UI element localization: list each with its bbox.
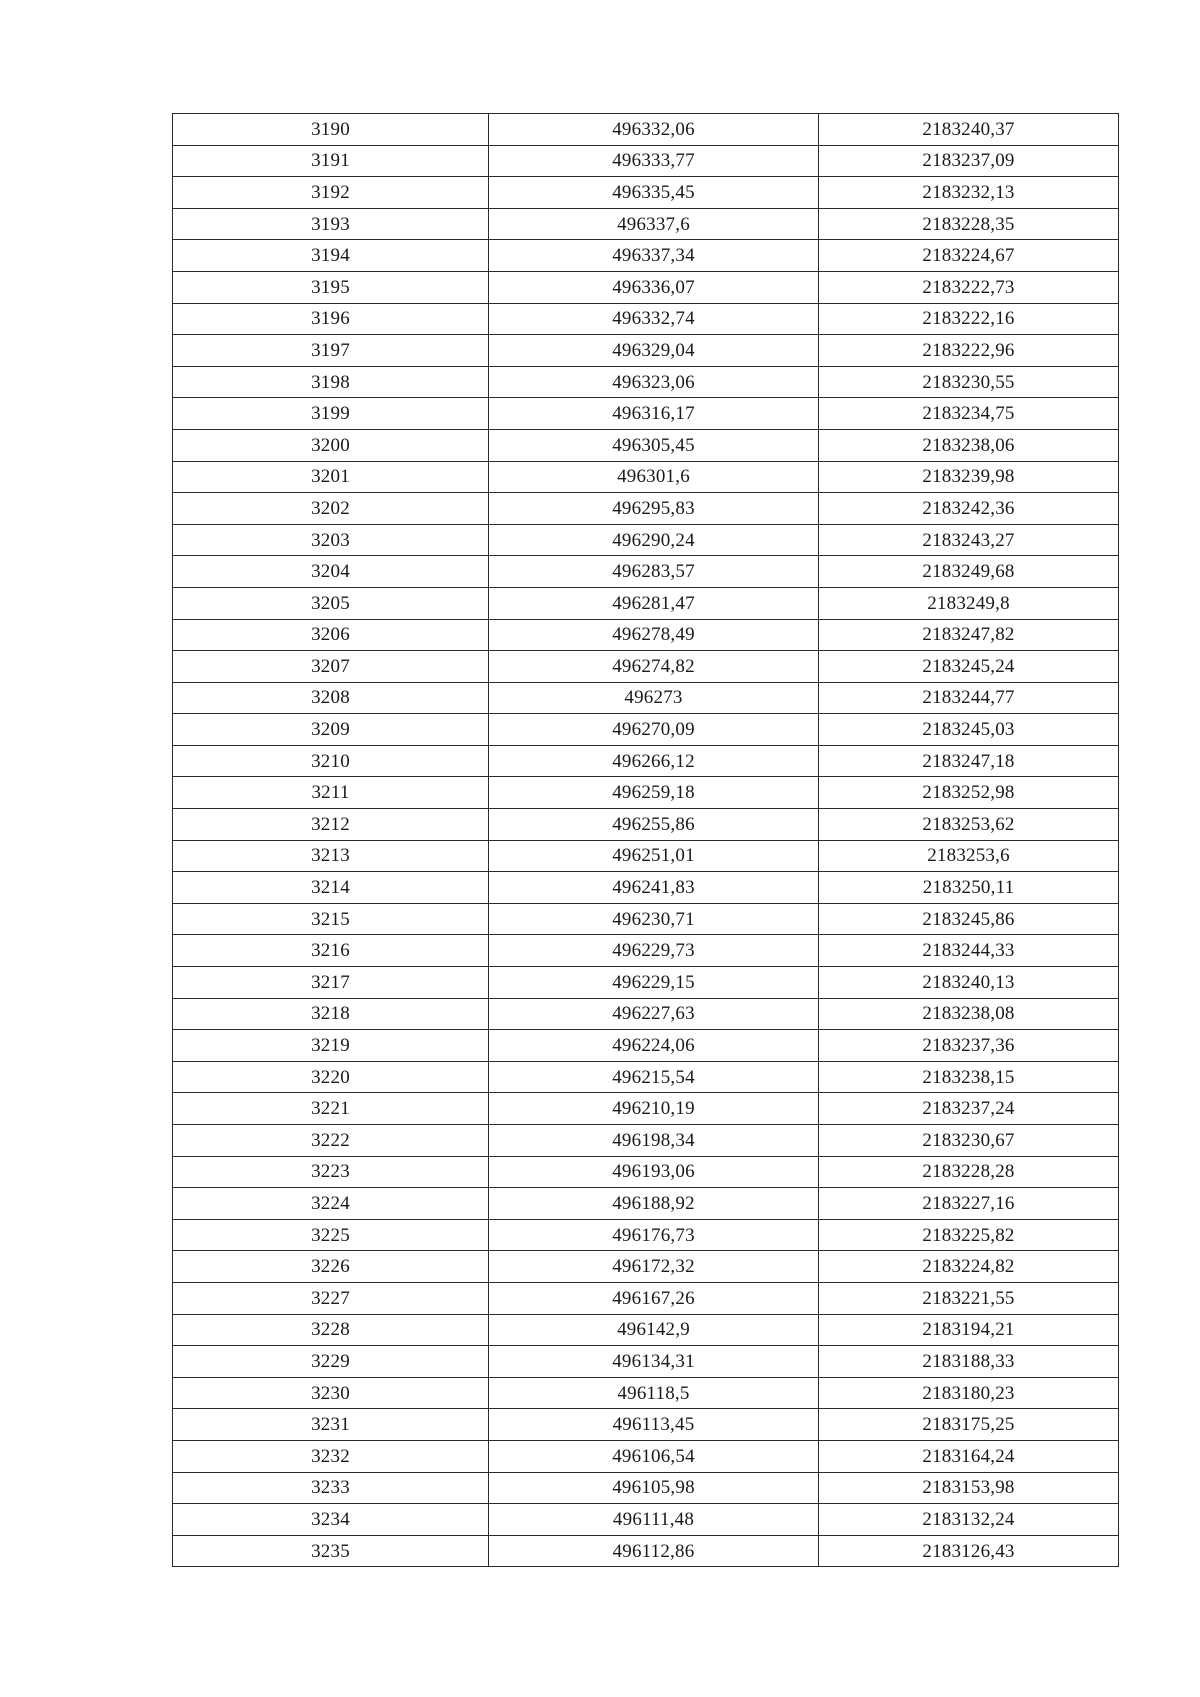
point-number-cell: 3224 [173, 1188, 489, 1220]
y-coordinate-cell: 2183175,25 [819, 1409, 1119, 1441]
x-coordinate-cell: 496333,77 [489, 145, 819, 177]
x-coordinate-cell: 496274,82 [489, 651, 819, 683]
table-row [173, 714, 1119, 746]
table-row [173, 271, 1119, 303]
table-row [173, 1377, 1119, 1409]
y-coordinate-cell: 2183222,96 [819, 335, 1119, 367]
table-row [173, 1188, 1119, 1220]
x-coordinate-cell: 496335,45 [489, 177, 819, 209]
point-number-cell: 3209 [173, 714, 489, 746]
table-row [173, 651, 1119, 683]
point-number-cell: 3216 [173, 935, 489, 967]
point-number-cell: 3196 [173, 303, 489, 335]
x-coordinate-cell: 496273 [489, 682, 819, 714]
table-row [173, 398, 1119, 430]
x-coordinate-cell: 496227,63 [489, 998, 819, 1030]
table-row [173, 1282, 1119, 1314]
x-coordinate-cell: 496305,45 [489, 429, 819, 461]
x-coordinate-cell: 496142,9 [489, 1314, 819, 1346]
point-number-cell: 3230 [173, 1377, 489, 1409]
x-coordinate-cell: 496251,01 [489, 840, 819, 872]
point-number-cell: 3204 [173, 556, 489, 588]
point-number-cell: 3208 [173, 682, 489, 714]
y-coordinate-cell: 2183188,33 [819, 1346, 1119, 1378]
x-coordinate-cell: 496332,06 [489, 114, 819, 146]
point-number-cell: 3191 [173, 145, 489, 177]
x-coordinate-cell: 496336,07 [489, 271, 819, 303]
x-coordinate-cell: 496188,92 [489, 1188, 819, 1220]
table-row [173, 429, 1119, 461]
y-coordinate-cell: 2183237,36 [819, 1030, 1119, 1062]
x-coordinate-cell: 496172,32 [489, 1251, 819, 1283]
y-coordinate-cell: 2183228,35 [819, 208, 1119, 240]
y-coordinate-cell: 2183132,24 [819, 1504, 1119, 1536]
table-row [173, 935, 1119, 967]
table-row [173, 1314, 1119, 1346]
y-coordinate-cell: 2183252,98 [819, 777, 1119, 809]
x-coordinate-cell: 496290,24 [489, 524, 819, 556]
point-number-cell: 3195 [173, 271, 489, 303]
y-coordinate-cell: 2183237,09 [819, 145, 1119, 177]
point-number-cell: 3205 [173, 587, 489, 619]
point-number-cell: 3213 [173, 840, 489, 872]
point-number-cell: 3192 [173, 177, 489, 209]
y-coordinate-cell: 2183224,82 [819, 1251, 1119, 1283]
x-coordinate-cell: 496241,83 [489, 872, 819, 904]
table-row [173, 1156, 1119, 1188]
point-number-cell: 3199 [173, 398, 489, 430]
y-coordinate-cell: 2183245,24 [819, 651, 1119, 683]
y-coordinate-cell: 2183126,43 [819, 1535, 1119, 1567]
table-row [173, 682, 1119, 714]
table-row [173, 1535, 1119, 1567]
y-coordinate-cell: 2183244,77 [819, 682, 1119, 714]
x-coordinate-cell: 496224,06 [489, 1030, 819, 1062]
table-row [173, 493, 1119, 525]
point-number-cell: 3203 [173, 524, 489, 556]
x-coordinate-cell: 496301,6 [489, 461, 819, 493]
coordinates-table [172, 113, 1119, 1567]
table-row [173, 1472, 1119, 1504]
table-row [173, 998, 1119, 1030]
x-coordinate-cell: 496111,48 [489, 1504, 819, 1536]
point-number-cell: 3212 [173, 809, 489, 841]
table-row [173, 872, 1119, 904]
y-coordinate-cell: 2183234,75 [819, 398, 1119, 430]
point-number-cell: 3223 [173, 1156, 489, 1188]
table-row [173, 809, 1119, 841]
x-coordinate-cell: 496215,54 [489, 1061, 819, 1093]
x-coordinate-cell: 496118,5 [489, 1377, 819, 1409]
y-coordinate-cell: 2183245,03 [819, 714, 1119, 746]
table-row [173, 1030, 1119, 1062]
point-number-cell: 3197 [173, 335, 489, 367]
x-coordinate-cell: 496323,06 [489, 366, 819, 398]
point-number-cell: 3229 [173, 1346, 489, 1378]
y-coordinate-cell: 2183247,18 [819, 745, 1119, 777]
y-coordinate-cell: 2183253,62 [819, 809, 1119, 841]
y-coordinate-cell: 2183249,8 [819, 587, 1119, 619]
table-row [173, 1440, 1119, 1472]
point-number-cell: 3206 [173, 619, 489, 651]
y-coordinate-cell: 2183253,6 [819, 840, 1119, 872]
y-coordinate-cell: 2183180,23 [819, 1377, 1119, 1409]
y-coordinate-cell: 2183228,28 [819, 1156, 1119, 1188]
x-coordinate-cell: 496295,83 [489, 493, 819, 525]
y-coordinate-cell: 2183247,82 [819, 619, 1119, 651]
x-coordinate-cell: 496283,57 [489, 556, 819, 588]
x-coordinate-cell: 496329,04 [489, 335, 819, 367]
x-coordinate-cell: 496167,26 [489, 1282, 819, 1314]
y-coordinate-cell: 2183237,24 [819, 1093, 1119, 1125]
x-coordinate-cell: 496210,19 [489, 1093, 819, 1125]
table-row [173, 1504, 1119, 1536]
y-coordinate-cell: 2183232,13 [819, 177, 1119, 209]
table-row [173, 366, 1119, 398]
x-coordinate-cell: 496134,31 [489, 1346, 819, 1378]
point-number-cell: 3198 [173, 366, 489, 398]
point-number-cell: 3190 [173, 114, 489, 146]
y-coordinate-cell: 2183250,11 [819, 872, 1119, 904]
point-number-cell: 3225 [173, 1219, 489, 1251]
point-number-cell: 3218 [173, 998, 489, 1030]
y-coordinate-cell: 2183225,82 [819, 1219, 1119, 1251]
table-row [173, 1093, 1119, 1125]
table-row [173, 145, 1119, 177]
y-coordinate-cell: 2183238,15 [819, 1061, 1119, 1093]
y-coordinate-cell: 2183244,33 [819, 935, 1119, 967]
x-coordinate-cell: 496229,15 [489, 967, 819, 999]
y-coordinate-cell: 2183221,55 [819, 1282, 1119, 1314]
point-number-cell: 3231 [173, 1409, 489, 1441]
y-coordinate-cell: 2183230,55 [819, 366, 1119, 398]
table-row [173, 840, 1119, 872]
table-row [173, 177, 1119, 209]
point-number-cell: 3232 [173, 1440, 489, 1472]
x-coordinate-cell: 496106,54 [489, 1440, 819, 1472]
point-number-cell: 3217 [173, 967, 489, 999]
y-coordinate-cell: 2183242,36 [819, 493, 1119, 525]
y-coordinate-cell: 2183194,21 [819, 1314, 1119, 1346]
point-number-cell: 3202 [173, 493, 489, 525]
x-coordinate-cell: 496316,17 [489, 398, 819, 430]
point-number-cell: 3215 [173, 903, 489, 935]
x-coordinate-cell: 496278,49 [489, 619, 819, 651]
point-number-cell: 3234 [173, 1504, 489, 1536]
x-coordinate-cell: 496176,73 [489, 1219, 819, 1251]
point-number-cell: 3207 [173, 651, 489, 683]
x-coordinate-cell: 496229,73 [489, 935, 819, 967]
x-coordinate-cell: 496259,18 [489, 777, 819, 809]
y-coordinate-cell: 2183238,06 [819, 429, 1119, 461]
x-coordinate-cell: 496281,47 [489, 587, 819, 619]
table-row [173, 335, 1119, 367]
table-row [173, 745, 1119, 777]
y-coordinate-cell: 2183222,16 [819, 303, 1119, 335]
table-row [173, 1251, 1119, 1283]
point-number-cell: 3233 [173, 1472, 489, 1504]
y-coordinate-cell: 2183240,37 [819, 114, 1119, 146]
point-number-cell: 3227 [173, 1282, 489, 1314]
table-row [173, 619, 1119, 651]
y-coordinate-cell: 2183238,08 [819, 998, 1119, 1030]
table-row [173, 1219, 1119, 1251]
y-coordinate-cell: 2183249,68 [819, 556, 1119, 588]
table-row [173, 461, 1119, 493]
table-row [173, 1125, 1119, 1157]
table-row [173, 1346, 1119, 1378]
y-coordinate-cell: 2183245,86 [819, 903, 1119, 935]
y-coordinate-cell: 2183153,98 [819, 1472, 1119, 1504]
table-row [173, 303, 1119, 335]
x-coordinate-cell: 496332,74 [489, 303, 819, 335]
point-number-cell: 3226 [173, 1251, 489, 1283]
table-row [173, 587, 1119, 619]
table-row [173, 903, 1119, 935]
y-coordinate-cell: 2183164,24 [819, 1440, 1119, 1472]
x-coordinate-cell: 496105,98 [489, 1472, 819, 1504]
point-number-cell: 3228 [173, 1314, 489, 1346]
table-row [173, 967, 1119, 999]
x-coordinate-cell: 496113,45 [489, 1409, 819, 1441]
y-coordinate-cell: 2183224,67 [819, 240, 1119, 272]
y-coordinate-cell: 2183239,98 [819, 461, 1119, 493]
x-coordinate-cell: 496193,06 [489, 1156, 819, 1188]
x-coordinate-cell: 496198,34 [489, 1125, 819, 1157]
point-number-cell: 3201 [173, 461, 489, 493]
point-number-cell: 3214 [173, 872, 489, 904]
y-coordinate-cell: 2183230,67 [819, 1125, 1119, 1157]
table-row [173, 777, 1119, 809]
point-number-cell: 3194 [173, 240, 489, 272]
point-number-cell: 3221 [173, 1093, 489, 1125]
point-number-cell: 3220 [173, 1061, 489, 1093]
x-coordinate-cell: 496337,34 [489, 240, 819, 272]
table-row [173, 524, 1119, 556]
x-coordinate-cell: 496337,6 [489, 208, 819, 240]
x-coordinate-cell: 496230,71 [489, 903, 819, 935]
x-coordinate-cell: 496255,86 [489, 809, 819, 841]
table-row [173, 1409, 1119, 1441]
coordinates-table-body [173, 114, 1119, 1567]
table-row [173, 114, 1119, 146]
point-number-cell: 3210 [173, 745, 489, 777]
point-number-cell: 3193 [173, 208, 489, 240]
point-number-cell: 3222 [173, 1125, 489, 1157]
point-number-cell: 3219 [173, 1030, 489, 1062]
point-number-cell: 3200 [173, 429, 489, 461]
point-number-cell: 3235 [173, 1535, 489, 1567]
table-row [173, 240, 1119, 272]
y-coordinate-cell: 2183227,16 [819, 1188, 1119, 1220]
x-coordinate-cell: 496270,09 [489, 714, 819, 746]
y-coordinate-cell: 2183240,13 [819, 967, 1119, 999]
y-coordinate-cell: 2183243,27 [819, 524, 1119, 556]
x-coordinate-cell: 496112,86 [489, 1535, 819, 1567]
table-row [173, 1061, 1119, 1093]
point-number-cell: 3211 [173, 777, 489, 809]
x-coordinate-cell: 496266,12 [489, 745, 819, 777]
table-row [173, 556, 1119, 588]
y-coordinate-cell: 2183222,73 [819, 271, 1119, 303]
table-row [173, 208, 1119, 240]
